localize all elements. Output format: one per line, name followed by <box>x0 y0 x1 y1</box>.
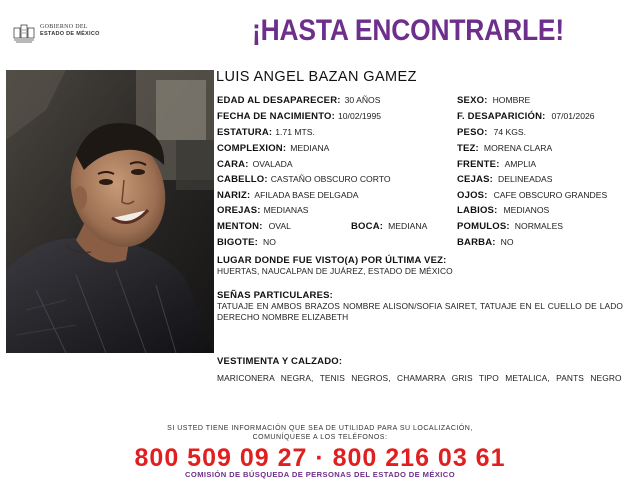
field-label: NARIZ: <box>217 190 251 201</box>
field-label: LABIOS: <box>457 205 498 216</box>
field-complexion <box>457 143 552 154</box>
field-value: NO <box>500 237 514 247</box>
field-label: ESTATURA: <box>217 127 273 138</box>
field-value: MEDIANA <box>388 221 428 231</box>
field-label: FECHA DE NACIMIENTO: <box>217 111 335 122</box>
field-label: TEZ: <box>457 143 479 154</box>
government-logo <box>12 22 152 48</box>
missing-person-photo <box>6 70 214 353</box>
field-value: AFILADA BASE DELGADA <box>254 190 359 200</box>
field-eyes <box>457 190 607 201</box>
field-label: COMPLEXION: <box>217 143 287 154</box>
field-value: 30 AÑOS <box>344 95 381 105</box>
field-value: 74 KGS. <box>493 127 527 137</box>
field-label: EDAD AL DESAPARECER: <box>217 95 341 106</box>
field-disappearance-date <box>457 111 595 122</box>
field-value: CASTAÑO OBSCURO CORTO <box>270 174 391 184</box>
field-value: MORENA CLARA <box>483 143 553 153</box>
field-value: MEDIANOS <box>503 205 550 215</box>
field-label: BIGOTE: <box>217 237 258 248</box>
field-lips <box>457 205 549 216</box>
field-value: NO <box>262 237 276 247</box>
field-value: AMPLIA <box>504 159 537 169</box>
field-value: CAFE OBSCURO GRANDES <box>493 190 608 200</box>
field-label: POMULOS: <box>457 221 510 232</box>
field-cheekbones <box>457 221 563 232</box>
field-chin <box>217 221 291 232</box>
field-label: CABELLO: <box>217 174 268 185</box>
contact-note-line1: SI USTED TIENE INFORMACIÓN QUE SEA DE UTILIDAD PARA SU LOCALIZACIÓN, <box>167 425 473 432</box>
field-label: OREJAS: <box>217 205 261 216</box>
field-build <box>217 143 329 154</box>
field-age <box>217 95 380 106</box>
field-mouth <box>351 221 427 232</box>
field-value: 07/01/2026 <box>551 111 595 121</box>
field-label: CEJAS: <box>457 174 494 185</box>
field-mustache <box>217 237 276 248</box>
distinguishing-marks-text: TATUAJE EN AMBOS BRAZOS NOMBRE ALISON/SOFIA SAIRET, TATUAJE EN EL CUELLO DE LADO DERECHO NOMBRE ELIZABETH <box>217 301 623 322</box>
last-seen-title: LUGAR DONDE FUE VISTO(A) POR ÚLTIMA VEZ: <box>217 255 447 266</box>
field-sex <box>457 95 530 106</box>
contact-note-line2: COMUNÍQUESE A LOS TELÉFONOS: <box>252 434 388 441</box>
phone-numbers: 800 509 09 27 · 800 216 03 61 <box>134 444 506 472</box>
field-beard <box>457 237 514 248</box>
clothing-text: MARICONERA NEGRA, TENIS NEGROS, CHAMARRA GRIS TIPO METALICA, PANTS NEGRO <box>217 373 622 383</box>
field-label: OJOS: <box>457 190 488 201</box>
field-label: FRENTE: <box>457 159 500 170</box>
field-birthdate <box>217 111 381 122</box>
field-eyebrows <box>457 174 553 185</box>
field-value: 1.71 MTS. <box>275 127 315 137</box>
distinguishing-marks-title: SEÑAS PARTICULARES: <box>217 290 334 301</box>
field-value: OVAL <box>268 221 291 231</box>
field-height <box>217 127 315 138</box>
field-weight <box>457 127 526 138</box>
field-face <box>217 159 293 170</box>
field-value: NORMALES <box>514 221 564 231</box>
field-label: F. DESAPARICIÓN: <box>457 111 546 122</box>
field-label: CARA: <box>217 159 249 170</box>
field-value: MEDIANAS <box>263 205 309 215</box>
field-label: BARBA: <box>457 237 496 248</box>
last-seen-text: HUERTAS, NAUCALPAN DE JUÁREZ, ESTADO DE MÉXICO <box>217 266 453 276</box>
gov-line2: ESTADO DE MÉXICO <box>40 31 100 37</box>
field-hair <box>217 174 391 185</box>
field-value: 10/02/1995 <box>338 111 382 121</box>
gov-line1: GOBIERNO DEL <box>40 24 88 30</box>
field-nose <box>217 190 359 201</box>
person-name: LUIS ANGEL BAZAN GAMEZ <box>216 69 417 85</box>
field-forehead <box>457 159 536 170</box>
headline: ¡HASTA ENCONTRARLE! <box>252 14 564 47</box>
field-label: BOCA: <box>351 221 384 232</box>
commission-footer: COMISIÓN DE BÚSQUEDA DE PERSONAS DEL ESTADO DE MÉXICO <box>185 470 455 479</box>
field-value: HOMBRE <box>492 95 531 105</box>
field-label: PESO: <box>457 127 488 138</box>
field-value: OVALADA <box>252 159 293 169</box>
field-label: MENTON: <box>217 221 263 232</box>
state-seal-icon <box>12 22 36 46</box>
field-value: DELINEADAS <box>498 174 553 184</box>
field-value: MEDIANA <box>290 143 330 153</box>
clothing-title: VESTIMENTA Y CALZADO: <box>217 356 343 367</box>
field-ears <box>217 205 309 216</box>
field-label: SEXO: <box>457 95 488 106</box>
